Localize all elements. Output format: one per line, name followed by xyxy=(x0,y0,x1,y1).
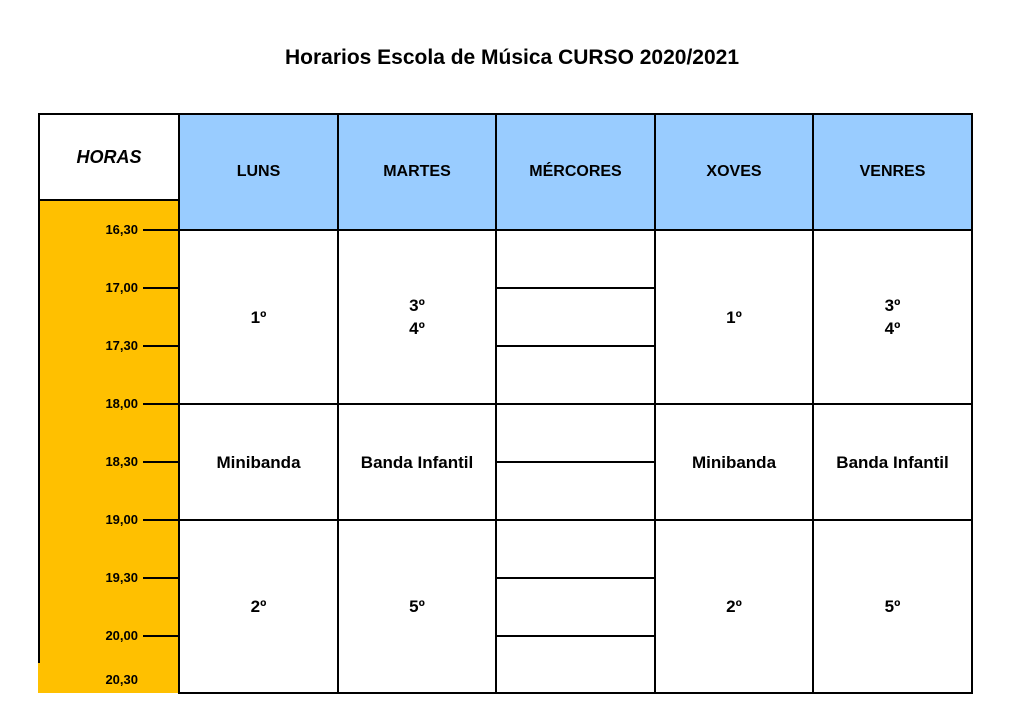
day-header-venres xyxy=(812,113,973,231)
time-label: 20,30 xyxy=(105,672,138,687)
time-tick xyxy=(143,577,180,579)
day-label: MARTES xyxy=(383,163,451,180)
class-cell-martes xyxy=(337,403,497,521)
time-label: 17,30 xyxy=(105,338,138,353)
day-header-luns xyxy=(178,113,339,231)
class-cell-luns xyxy=(178,229,339,405)
class-cell-venres xyxy=(812,519,973,694)
class-label: Banda Infantil xyxy=(360,452,474,472)
hours-header-label: HORAS xyxy=(76,146,142,167)
class-cell-martes xyxy=(337,519,497,694)
class-label: 5º xyxy=(409,597,425,616)
time-tick xyxy=(143,345,180,347)
hours-left-border xyxy=(38,113,40,663)
class-label: 1º xyxy=(250,307,267,327)
time-tick xyxy=(143,461,180,463)
empty-slot-mercores xyxy=(495,403,656,463)
empty-slot-mercores xyxy=(495,635,656,694)
time-tick xyxy=(143,403,180,405)
time-label: 18,00 xyxy=(105,396,138,411)
time-label: 20,00 xyxy=(105,628,138,643)
class-label: 3º 4º xyxy=(409,296,425,338)
time-label: 16,30 xyxy=(105,222,138,237)
class-label: Minibanda xyxy=(216,452,301,472)
time-label: 17,00 xyxy=(105,280,138,295)
class-cell-martes xyxy=(337,229,497,405)
class-cell-xoves xyxy=(654,403,814,521)
day-label: LUNS xyxy=(236,163,281,180)
empty-slot-mercores xyxy=(495,229,656,289)
day-header-martes xyxy=(337,113,497,231)
class-label: 1º xyxy=(726,307,742,327)
time-label: 19,30 xyxy=(105,570,138,585)
empty-slot-mercores xyxy=(495,519,656,579)
day-label: VENRES xyxy=(859,163,926,180)
class-cell-xoves xyxy=(654,519,814,694)
class-label: 2º xyxy=(726,597,742,616)
day-header-xoves xyxy=(654,113,814,231)
time-tick xyxy=(143,287,180,289)
time-tick xyxy=(143,229,180,231)
hours-header xyxy=(38,113,180,201)
empty-slot-mercores xyxy=(495,287,656,347)
class-label: Minibanda xyxy=(691,452,777,472)
class-label: 2º xyxy=(250,597,267,616)
empty-slot-mercores xyxy=(495,577,656,637)
class-cell-luns xyxy=(178,519,339,694)
time-tick xyxy=(143,519,180,521)
class-cell-xoves xyxy=(654,229,814,405)
class-cell-venres xyxy=(812,229,973,405)
day-label: MÉRCORES xyxy=(529,163,622,180)
time-label: 18,30 xyxy=(105,454,138,469)
day-header-mercores xyxy=(495,113,656,231)
empty-slot-mercores xyxy=(495,345,656,405)
empty-slot-mercores xyxy=(495,461,656,521)
class-label: 3º 4º xyxy=(884,296,901,338)
class-cell-venres xyxy=(812,403,973,521)
day-label: XOVES xyxy=(706,163,762,180)
time-label: 19,00 xyxy=(105,512,138,527)
class-cell-luns xyxy=(178,403,339,521)
class-label: 5º xyxy=(884,597,901,616)
page-title: Horarios Escola de Música CURSO 2020/2021 xyxy=(284,46,740,69)
time-tick xyxy=(143,635,180,637)
class-label: Banda Infantil xyxy=(836,452,949,472)
